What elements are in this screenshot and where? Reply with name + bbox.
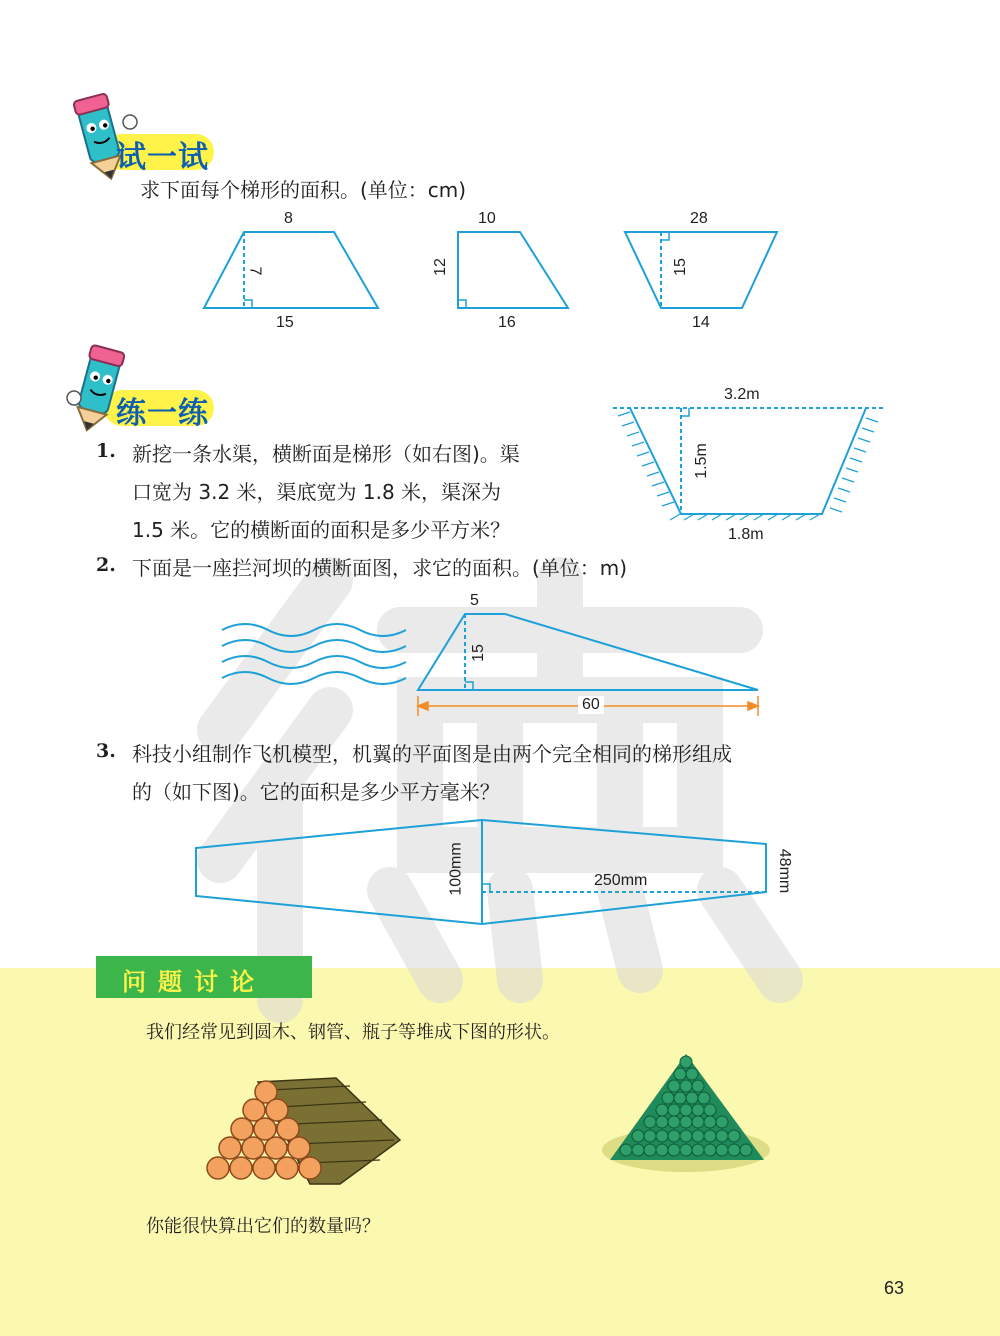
trap2-top-label: 10 bbox=[478, 210, 496, 227]
trap2-height-label: 12 bbox=[431, 258, 449, 276]
wing-right-height-label: 48mm bbox=[776, 848, 794, 894]
trap2-bottom-label: 16 bbox=[498, 314, 516, 331]
trap1-height-label: 7 bbox=[246, 266, 264, 276]
discussion-question: 你能很快算出它们的数量吗？ bbox=[146, 1216, 380, 1237]
canal-depth-label: 1.5m bbox=[692, 443, 710, 479]
dam-top-label: 5 bbox=[470, 592, 479, 609]
problem-1-line-3: 1.5 米。它的横断面的面积是多少平方米？ bbox=[132, 518, 511, 542]
trap1-bottom-label: 15 bbox=[276, 314, 294, 331]
try-instruction: 求下面每个梯形的面积。(单位：cm) bbox=[140, 178, 467, 202]
problem-1-number: 1. bbox=[96, 440, 116, 462]
problem-3-number: 3. bbox=[96, 740, 116, 762]
trap3-bottom-label: 14 bbox=[692, 314, 710, 331]
discussion-intro: 我们经常见到圆木、钢管、瓶子等堆成下图的形状。 bbox=[146, 1022, 560, 1043]
try-section-title: 试一试 bbox=[116, 140, 209, 175]
wing-left-height-label: 100mm bbox=[447, 842, 465, 896]
dam-base-label: 60 bbox=[578, 696, 604, 714]
problem-1-line-2: 口宽为 3.2 米，渠底宽为 1.8 米，渠深为 bbox=[132, 480, 502, 504]
wing-length-label: 250mm bbox=[594, 872, 648, 889]
problem-1-line-1: 新挖一条水渠，横断面是梯形（如右图)。渠 bbox=[132, 442, 520, 466]
problem-2-number: 2. bbox=[96, 554, 116, 576]
practice-section-title: 练一练 bbox=[116, 396, 209, 431]
dam-height-label: 15 bbox=[469, 644, 487, 662]
trap1-top-label: 8 bbox=[284, 210, 293, 227]
canal-top-label: 3.2m bbox=[724, 386, 760, 403]
trap3-top-label: 28 bbox=[690, 210, 708, 227]
problem-3-line-2: 的（如下图)。它的面积是多少平方毫米？ bbox=[132, 780, 500, 804]
problem-3-line-1: 科技小组制作飞机模型，机翼的平面图是由两个完全相同的梯形组成 bbox=[132, 742, 732, 766]
discussion-title: 问题讨论 bbox=[122, 968, 266, 996]
page-number: 63 bbox=[884, 1278, 905, 1298]
canal-bottom-label: 1.8m bbox=[728, 526, 764, 543]
trap3-height-label: 15 bbox=[671, 258, 689, 276]
problem-2-line-1: 下面是一座拦河坝的横断面图，求它的面积。(单位：m) bbox=[132, 556, 628, 580]
